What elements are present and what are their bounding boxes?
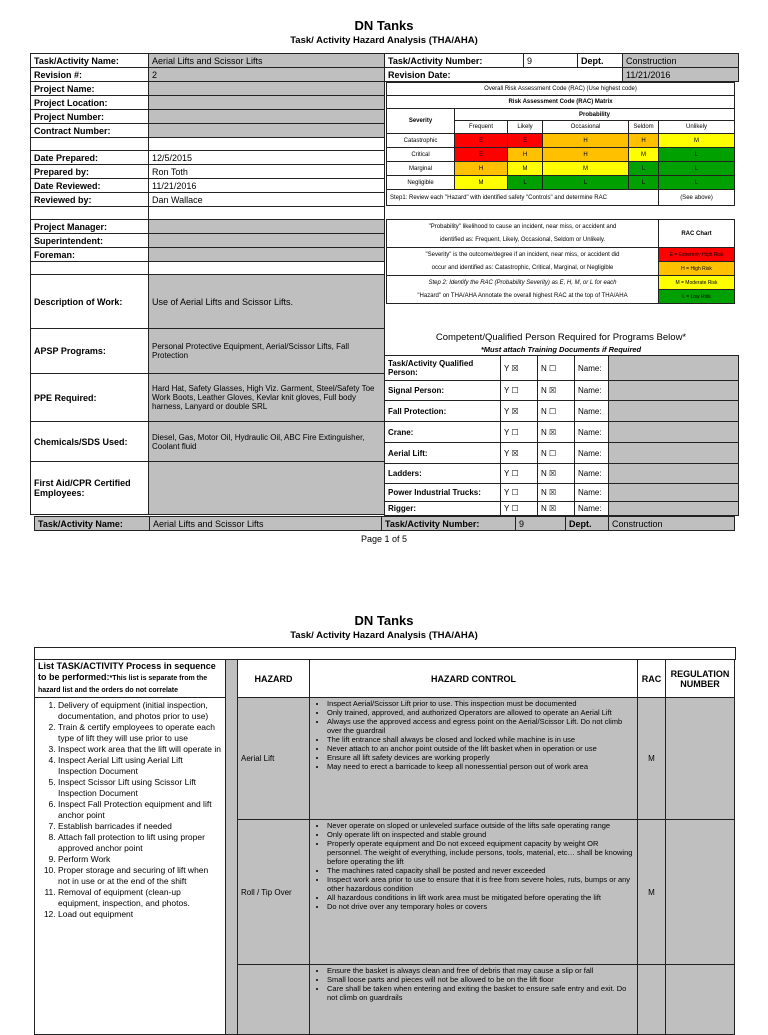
- rac-cell: M: [543, 162, 629, 176]
- hazard-table: [34, 659, 735, 1035]
- control-item: • Inspect Aerial/Scissor Lift prior to use. This inspection must be documented: [327, 699, 634, 708]
- apsp-value[interactable]: Personal Protective Equipment, Aerial/Scissor Lifts, Fall Protection: [149, 329, 385, 374]
- label-project-manager: Project Manager:: [31, 220, 149, 234]
- label-dept: Dept.: [578, 54, 623, 68]
- step1-text: Step1: Review each "Hazard" with identified safety "Controls" and determine RAC: [387, 190, 659, 206]
- name-label: Name:: [575, 381, 609, 401]
- task-name-value[interactable]: Aerial Lifts and Scissor Lifts: [149, 54, 385, 68]
- name-field[interactable]: [609, 381, 739, 401]
- company-title: DN Tanks: [354, 18, 414, 33]
- no-checkbox[interactable]: ☐: [549, 406, 557, 416]
- prob-unlikely: Unlikely: [659, 121, 735, 134]
- process-note: *This list is separate from the hazard list and the orders do not correlate: [38, 675, 208, 694]
- dept-value[interactable]: Construction: [623, 54, 739, 68]
- process-step: 6. Inspect Fall Protection equipment and lift anchor point: [58, 799, 222, 821]
- name-field[interactable]: [609, 356, 739, 381]
- control-col-header: HAZARD CONTROL: [310, 660, 638, 698]
- process-step: 10. Proper storage and securing of lift when not in use or at the end of the shift: [58, 865, 222, 887]
- page-number-1: Page 1 of 5: [360, 534, 408, 544]
- date-prepared-value[interactable]: 12/5/2015: [149, 151, 385, 165]
- spacer-column: [226, 660, 238, 1035]
- no-checkbox[interactable]: ☒: [549, 469, 557, 478]
- yes-checkbox[interactable]: ☐: [511, 504, 519, 513]
- rac-cell: L: [629, 176, 659, 190]
- qual-label: Ladders:: [385, 464, 501, 484]
- label-task-name: Task/Activity Name:: [31, 54, 149, 68]
- name-label: Name:: [575, 443, 609, 464]
- probability-header: Probability: [455, 109, 735, 121]
- chart-low: L = Low Risk: [659, 290, 735, 304]
- footer-number-label: Task/Activity Number:: [382, 517, 516, 531]
- label-ppe: PPE Required:: [31, 374, 149, 422]
- process-steps: [35, 698, 226, 1035]
- rac-overall: Overall Risk Assessment Code (RAC) (Use highest code): [387, 83, 735, 96]
- rac-definitions: [386, 219, 735, 304]
- name-label: Name:: [575, 484, 609, 502]
- label-task-number: Task/Activity Number:: [385, 54, 524, 68]
- rac-aerial-lift: M: [638, 698, 666, 820]
- prepared-by-value[interactable]: Ron Toth: [149, 165, 385, 179]
- label-first-aid: First Aid/CPR Certified Employees:: [31, 462, 149, 515]
- rac-cell: E: [455, 134, 508, 148]
- control-item: • The lift entrance shall always be closed and locked while machine is in use: [327, 735, 634, 744]
- task-number-value[interactable]: 9: [524, 54, 578, 68]
- company-title-p2: DN Tanks: [354, 613, 414, 628]
- chemicals-value[interactable]: Diesel, Gas, Motor Oil, Hydraulic Oil, ABC Fire Extinguisher, Coolant fluid: [149, 422, 385, 462]
- yes-checkbox[interactable]: ☒: [511, 448, 519, 458]
- revision-date-value[interactable]: 11/21/2016: [623, 68, 739, 82]
- label-project-name: Project Name:: [31, 82, 149, 96]
- first-aid-field[interactable]: [149, 462, 385, 515]
- control-item: • Small loose parts and pieces will not be allowed to be on the lift floor: [327, 975, 634, 984]
- yes-checkbox[interactable]: ☐: [511, 427, 519, 437]
- process-step: 9. Perform Work: [58, 854, 222, 865]
- rac-cell: H: [543, 134, 629, 148]
- hazard-aerial-lift: Aerial Lift: [238, 698, 310, 820]
- rac-cell: H: [629, 134, 659, 148]
- step1-see-above: (See above): [659, 190, 735, 206]
- project-location-field[interactable]: [149, 96, 385, 110]
- competent-table: Task/Activity Qualified Person: Y ☒ N ☐ Name: Signal Person: Y ☐ N ☒ Name: Fall Protection: Y ☒ N ☐ Name: Crane: Y ☐ N ☒ Name: Aerial Lift: Y ☒ N ☐ Name: Ladders: Y ☐ N ☒ Name: Power Industrial Trucks: Y ☐ N ☒ Name: Rigger: Y ☐ N ☒ Name:: [384, 355, 739, 516]
- name-field[interactable]: [609, 484, 739, 502]
- rac-third: [638, 965, 666, 1035]
- label-date-prepared: Date Prepared:: [31, 151, 149, 165]
- sev-catastrophic: Catastrophic: [387, 134, 455, 148]
- revision-value[interactable]: 2: [149, 68, 385, 82]
- control-item: • Ensure all lift safety devices are working properly: [327, 753, 634, 762]
- competent-note: *Must attach Training Documents if Required: [480, 345, 642, 354]
- name-field[interactable]: [609, 443, 739, 464]
- prob-def-1: "Probability" likelihood to cause an incident, near miss, or accident and: [387, 220, 659, 234]
- no-checkbox[interactable]: ☒: [549, 488, 557, 497]
- label-project-number: Project Number:: [31, 110, 149, 124]
- prob-def-2: identified as: Frequent, Likely, Occasional, Seldom or Unlikely.: [387, 234, 659, 248]
- yes-checkbox[interactable]: ☐: [511, 386, 519, 395]
- rac-cell: L: [659, 176, 735, 190]
- sev-critical: Critical: [387, 148, 455, 162]
- rac-cell: L: [659, 148, 735, 162]
- project-manager-field[interactable]: [149, 220, 385, 234]
- superintendent-field[interactable]: [149, 234, 385, 248]
- label-apsp: APSP Programs:: [31, 329, 149, 374]
- qual-label: Signal Person:: [385, 381, 501, 401]
- footer-dept-value: Construction: [609, 517, 735, 531]
- rac-cell: H: [508, 148, 543, 162]
- chart-moderate: M = Moderate Risk: [659, 276, 735, 290]
- label-chemicals: Chemicals/SDS Used:: [31, 422, 149, 462]
- form-subtitle: Task/ Activity Hazard Analysis (THA/AHA): [290, 35, 478, 46]
- rac-cell: M: [629, 148, 659, 162]
- control-item: • Only trained, approved, and authorized Operators are allowed to operate an Aerial Lift: [327, 708, 634, 717]
- footer-task-label: Task/Activity Name:: [35, 517, 150, 531]
- qual-label: Task/Activity Qualified Person:: [385, 356, 501, 381]
- controls-aerial-lift: [310, 698, 638, 820]
- name-field[interactable]: [609, 401, 739, 422]
- sev-def-1: "Severity" is the outcome/degree if an incident, near miss, or accident did: [387, 248, 659, 262]
- control-item: • Ensure the basket is always clean and free of debris that may cause a slip or fall: [327, 966, 634, 975]
- process-step: 8. Attach fall protection to lift using proper approved anchor point: [58, 832, 222, 854]
- control-item: • Care shall be taken when entering and exiting the basket to ensure safe entry and exit. Do not climb on guardrails: [327, 984, 634, 1002]
- severity-header: Severity: [387, 109, 455, 134]
- regulation-aerial-lift: [666, 698, 735, 820]
- no-checkbox[interactable]: ☐: [549, 363, 557, 373]
- no-checkbox[interactable]: ☒: [549, 386, 557, 395]
- control-item: • All hazardous conditions in lift work area must be mitigated before operating the lift: [327, 893, 634, 902]
- control-item: • Never attach to an anchor point outside of the lift basket when in operation or use: [327, 744, 634, 753]
- process-step: 1. Delivery of equipment (initial inspection, documentation, and photos prior to use): [58, 700, 222, 722]
- label-foreman: Foreman:: [31, 248, 149, 262]
- rac-roll-tip-over: M: [638, 820, 666, 965]
- name-field[interactable]: [609, 422, 739, 443]
- label-contract-number: Contract Number:: [31, 124, 149, 138]
- chart-extreme: E = Extremely High Risk: [659, 248, 735, 262]
- hazard-def: "Hazard" on THA/AHA Annotate the overall highest RAC at the top of THA/AHA: [387, 290, 659, 304]
- label-date-reviewed: Date Reviewed:: [31, 179, 149, 193]
- reviewed-by-value[interactable]: Dan Wallace: [149, 193, 385, 207]
- contract-number-field[interactable]: [149, 124, 385, 138]
- label-revision-date: Revision Date:: [385, 68, 623, 82]
- name-label: Name:: [575, 502, 609, 516]
- project-info-table: [30, 53, 385, 515]
- footer-dept-label: Dept.: [566, 517, 609, 531]
- hazard-roll-tip-over: Roll / Tip Over: [238, 820, 310, 965]
- rac-cell: E: [508, 134, 543, 148]
- name-label: Name:: [575, 464, 609, 484]
- rac-chart-title: RAC Chart: [659, 220, 735, 248]
- qual-label: Aerial Lift:: [385, 443, 501, 464]
- yes-checkbox[interactable]: ☒: [511, 363, 519, 373]
- regulation-col-header: REGULATION NUMBER: [666, 660, 735, 698]
- control-item: • Always use the approved access and egress point on the Aerial/Scissor Lift. Do not climb over the guardrail: [327, 717, 634, 735]
- no-checkbox[interactable]: ☒: [549, 504, 557, 513]
- qual-label: Crane:: [385, 422, 501, 443]
- rac-cell: M: [508, 162, 543, 176]
- footer-task-row: [34, 516, 735, 531]
- name-label: Name:: [575, 401, 609, 422]
- rac-cell: M: [659, 134, 735, 148]
- rac-matrix: [386, 82, 735, 206]
- yes-checkbox[interactable]: ☒: [511, 406, 519, 416]
- ppe-value[interactable]: Hard Hat, Safety Glasses, High Viz. Garment, Steel/Safety Toe Work Boots, Leather Gloves, Kevlar knit gloves, Full body harness, Lanyard or double SRL: [149, 374, 385, 422]
- control-item: • May need to erect a barricade to keep all nonessential person out of work area: [327, 762, 634, 771]
- control-item: • Do not drive over any temporary holes or covers: [327, 902, 634, 911]
- rac-cell: L: [508, 176, 543, 190]
- description-value[interactable]: Use of Aerial Lifts and Scissor Lifts.: [149, 275, 385, 329]
- process-header-cell: [35, 660, 226, 698]
- process-step: 3. Inspect work area that the lift will operate in: [58, 744, 222, 755]
- regulation-roll-tip-over: [666, 820, 735, 965]
- name-field[interactable]: [609, 464, 739, 484]
- rac-cell: L: [659, 162, 735, 176]
- rac-matrix-title: Risk Assessment Code (RAC) Matrix: [387, 96, 735, 109]
- qual-label: Power Industrial Trucks:: [385, 484, 501, 502]
- regulation-third: [666, 965, 735, 1035]
- step2-text: Step 2: Identify the RAC (Probability Severity) as E, H, M, or L for each: [387, 276, 659, 290]
- process-header: List TASK/ACTIVITY Process in sequence to be performed:: [38, 661, 216, 682]
- process-step: 2. Train & certify employees to operate each type of lift they will use prior to use: [58, 722, 222, 744]
- controls-roll-tip-over: [310, 820, 638, 965]
- foreman-field[interactable]: [149, 248, 385, 262]
- prob-likely: Likely: [508, 121, 543, 134]
- hazard-third: [238, 965, 310, 1035]
- hazard-col-header: HAZARD: [238, 660, 310, 698]
- process-step: 11. Removal of equipment (clean-up equipment, inspection, and photos.: [58, 887, 222, 909]
- footer-task-value: Aerial Lifts and Scissor Lifts: [150, 517, 382, 531]
- no-checkbox[interactable]: ☐: [549, 448, 557, 458]
- label-project-location: Project Location:: [31, 96, 149, 110]
- control-item: • Inspect work area prior to use to ensure that it is free from severe holes, ruts, bumps or any other hazardous condition: [327, 875, 634, 893]
- prob-frequent: Frequent: [455, 121, 508, 134]
- process-step: 12. Load out equipment: [58, 909, 222, 920]
- sev-def-2: occur and identified as: Catastrophic, Critical, Marginal, or Negligible: [387, 262, 659, 276]
- process-step: 5. Inspect Scissor Lift using Scissor Lift Inspection Document: [58, 777, 222, 799]
- project-name-field[interactable]: [149, 82, 385, 96]
- task-number-table: [384, 53, 739, 82]
- rac-cell: H: [455, 162, 508, 176]
- rac-col-header: RAC: [638, 660, 666, 698]
- sev-marginal: Marginal: [387, 162, 455, 176]
- control-item: • Properly operate equipment and Do not exceed equipment capacity by weight OR personnel. The weight of everything, include persons, tools, material, etc… shall be knowing before operating the lift: [327, 839, 634, 866]
- date-reviewed-value[interactable]: 11/21/2016: [149, 179, 385, 193]
- footer-number-value: 9: [516, 517, 566, 531]
- control-item: • Only operate lift on inspected and stable ground: [327, 830, 634, 839]
- process-step: 4. Inspect Aerial Lift using Aerial Lift Inspection Document: [58, 755, 222, 777]
- qual-label: Fall Protection:: [385, 401, 501, 422]
- control-item: • The machines rated capacity shall be posted and never exceeded: [327, 866, 634, 875]
- rac-cell: M: [455, 176, 508, 190]
- prob-occasional: Occasional: [543, 121, 629, 134]
- prob-seldom: Seldom: [629, 121, 659, 134]
- rac-cell: E: [455, 148, 508, 162]
- label-prepared-by: Prepared by:: [31, 165, 149, 179]
- name-field[interactable]: [609, 502, 739, 516]
- label-revision: Revision #:: [31, 68, 149, 82]
- sev-negligible: Negligible: [387, 176, 455, 190]
- label-reviewed-by: Reviewed by:: [31, 193, 149, 207]
- qual-label: Rigger:: [385, 502, 501, 516]
- form-subtitle-p2: Task/ Activity Hazard Analysis (THA/AHA): [290, 630, 478, 641]
- rac-cell: L: [629, 162, 659, 176]
- name-label: Name:: [575, 422, 609, 443]
- name-label: Name:: [575, 356, 609, 381]
- yes-checkbox[interactable]: ☐: [511, 488, 519, 497]
- label-description: Description of Work:: [31, 275, 149, 329]
- control-item: • Never operate on sloped or unleveled surface outside of the lifts safe operating range: [327, 821, 634, 830]
- rac-cell: L: [543, 176, 629, 190]
- controls-third: [310, 965, 638, 1035]
- rac-cell: H: [543, 148, 629, 162]
- label-superintendent: Superintendent:: [31, 234, 149, 248]
- yes-checkbox[interactable]: ☐: [511, 469, 519, 478]
- process-step: 7. Establish barricades if needed: [58, 821, 222, 832]
- chart-high: H = High Risk: [659, 262, 735, 276]
- competent-title: Competent/Qualified Person Required for Programs Below*: [435, 332, 687, 343]
- project-number-field[interactable]: [149, 110, 385, 124]
- no-checkbox[interactable]: ☒: [549, 427, 557, 437]
